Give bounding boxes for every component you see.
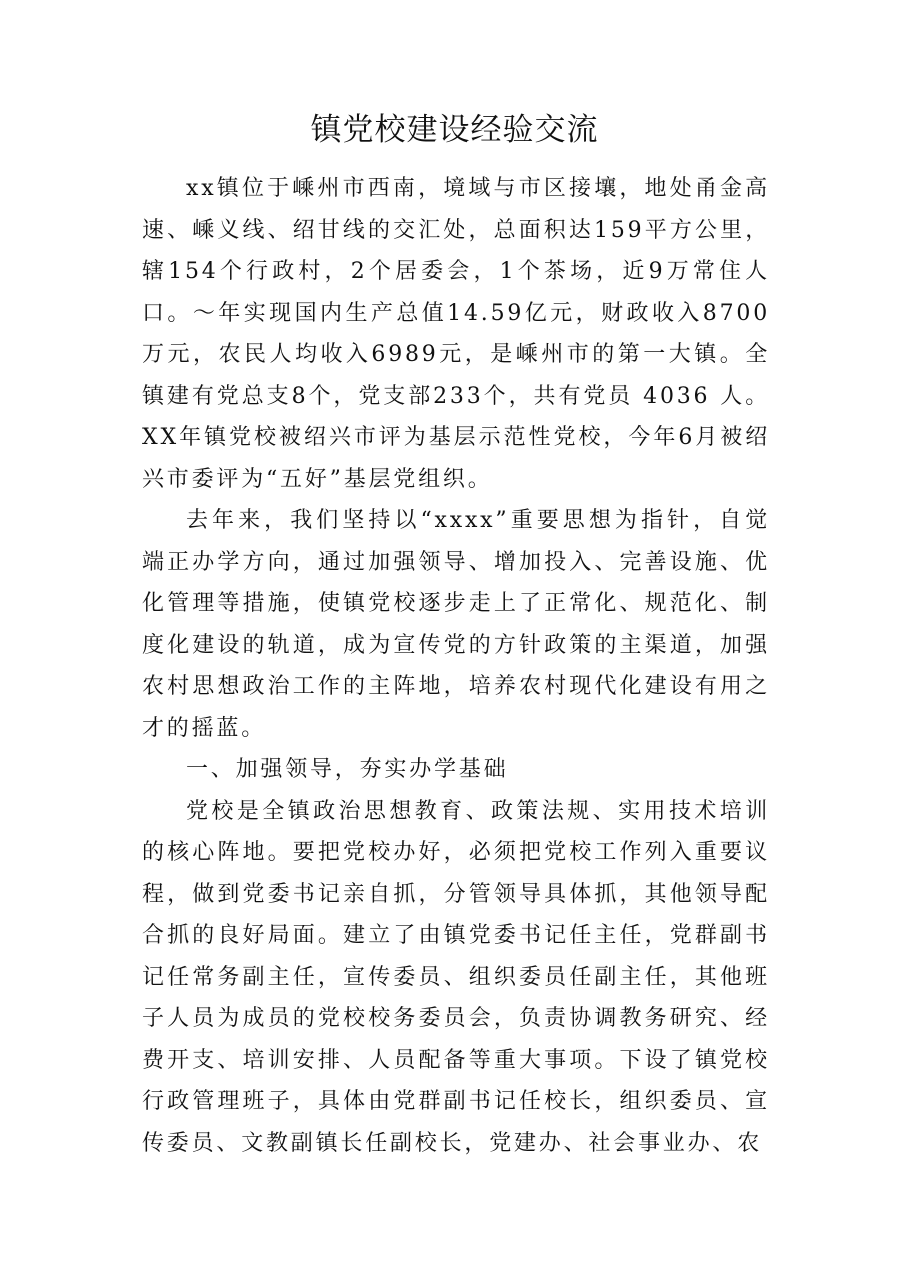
paragraph-section-one: 党校是全镇政治思想教育、政策法规、实用技术培训的核心阵地。要把党校办好，必须把党校工作列入重要议程，做到党委书记亲自抓，分管领导具体抓，其他领导配合抓的良好局面。建立了由镇党委书记任主任，党群副书记任常务副主任，宣传委员、组织委员任副主任，其他班子人员为成员的党校校务委员会，负责协调教务研究、经费开支、培训安排、人员配备等重大事项。下设了镇党校行政管理班子，具体由党群副书记任校长，组织委员、宣传委员、文教副镇长任副校长，党建办、社会事业办、农 [142, 798, 770, 1156]
document-title: 镇党校建设经验交流 [310, 112, 599, 148]
document-body [142, 168, 770, 1164]
section-heading: 一、加强领导，夯实办学基础 [186, 757, 509, 782]
paragraph-intro: xx镇位于嵊州市西南，境域与市区接壤，地处甬金高速、嵊义线、绍甘线的交汇处，总面积达159平方公里，辖154个行政村，2个居委会，1个茶场，近9万常住人口。～年实现国内生产总值14.59亿元，财政收入8700万元，农民人均收入6989元，是嵊州市的第一大镇。全镇建有党总支8个，党支部233个，共有党员 4036 人。XX年镇党校被绍兴市评为基层示范性党校，今年6月被绍兴市委评为“五好”基层党组织。 [142, 176, 770, 492]
paragraph-overview: 去年来，我们坚持以“xxxx”重要思想为指针，自觉端正办学方向，通过加强领导、增加投入、完善设施、优化管理等措施，使镇党校逐步走上了正常化、规范化、制度化建设的轨道，成为宣传党的方针政策的主渠道，加强农村思想政治工作的主阵地，培养农村现代化建设有用之才的摇蓝。 [142, 508, 770, 741]
